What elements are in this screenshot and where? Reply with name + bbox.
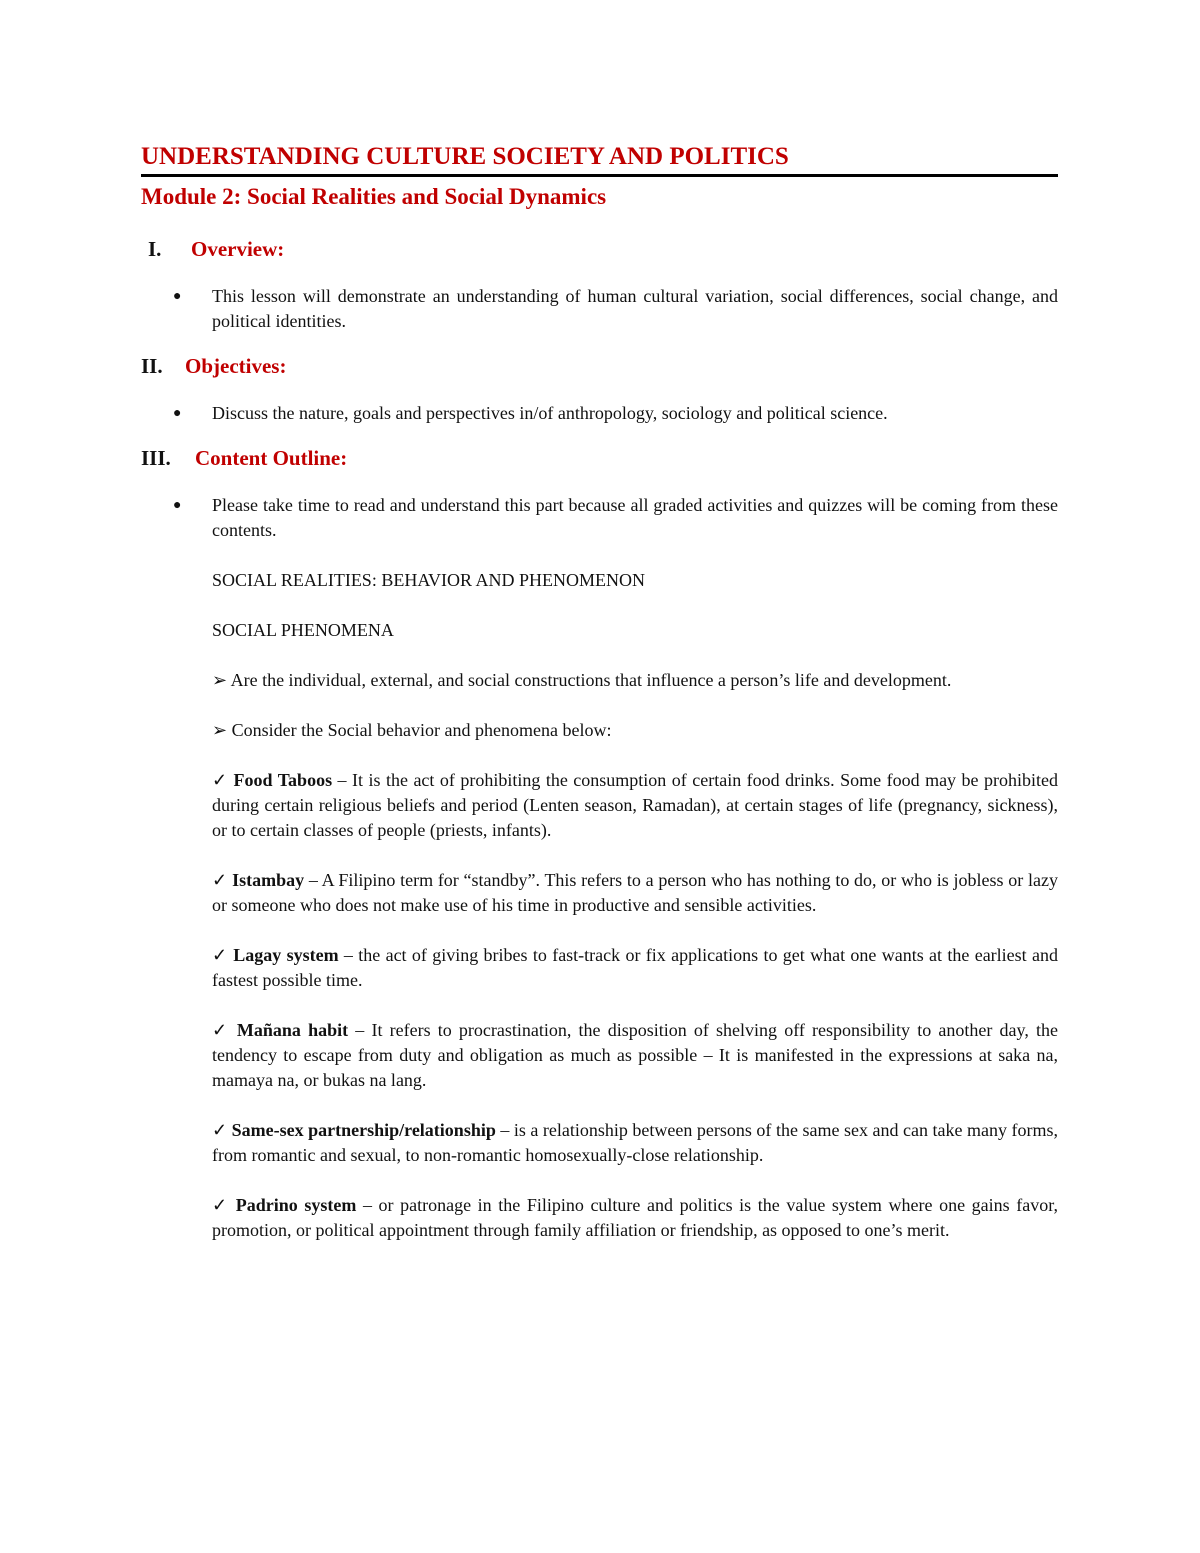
term-lagay-system xyxy=(212,943,1058,993)
arrow-item: ➢ Are the individual, external, and social constructions that influence a person’s life and development. xyxy=(212,670,952,690)
checkmark-icon: ✓ xyxy=(212,770,229,790)
content-heading: SOCIAL REALITIES: BEHAVIOR AND PHENOMENON xyxy=(212,570,646,590)
bullet-text: This lesson will demonstrate an understanding of human cultural variation, social differences, social change, and political identities. xyxy=(212,286,1058,331)
checkmark-icon: ✓ xyxy=(212,1020,230,1040)
title-divider xyxy=(141,174,1058,177)
objectives-bullet xyxy=(141,401,1058,426)
term-istambay xyxy=(212,868,1058,918)
term-name: Food Taboos xyxy=(233,770,333,790)
checkmark-icon: ✓ xyxy=(212,870,228,890)
term-same-sex-partnership xyxy=(212,1118,1058,1168)
term-name: Same-sex partnership/relationship xyxy=(231,1120,496,1140)
bullet-text: Discuss the nature, goals and perspectives in/of anthropology, sociology and political science. xyxy=(212,403,888,423)
arrow-item: ➢ Consider the Social behavior and phenomena below: xyxy=(212,720,612,740)
module-title: Module 2: Social Realities and Social Dynamics xyxy=(141,184,607,209)
term-padrino-system xyxy=(212,1193,1058,1243)
checkmark-icon: ✓ xyxy=(212,945,228,965)
section-number: I. xyxy=(148,237,162,261)
bullet-icon: ● xyxy=(173,289,182,304)
term-name: Mañana habit xyxy=(236,1020,349,1040)
term-definition: – the act of giving bribes to fast-track or fix applications to get what one wants at the earliest and fastest possible time. xyxy=(212,945,1058,990)
bullet-text: Please take time to read and understand this part because all graded activities and quizzes will be coming from these contents. xyxy=(212,495,1058,540)
content-body xyxy=(212,568,1058,1243)
term-definition: – A Filipino term for “standby”. This refers to a person who has nothing to do, or who is jobless or lazy or someone who does not make use of his time in productive and sensible activities. xyxy=(212,870,1058,915)
section-label: Objectives: xyxy=(185,354,287,378)
section-content-outline-heading xyxy=(141,446,1058,471)
term-name: Istambay xyxy=(232,870,305,890)
term-definition: – It is the act of prohibiting the consumption of certain food drinks. Some food may be prohibited during certain religious beliefs and period (Lenten season, Ramadan), at certain stages of life (pregnancy, sickness), or to certain classes of people (priests, infants). xyxy=(212,770,1058,840)
section-number: III. xyxy=(141,446,171,470)
section-overview-heading xyxy=(141,237,1058,262)
term-definition: – It refers to procrastination, the disposition of shelving off responsibility to another day, the tendency to escape from duty and obligation as much as possible – It is manifested in the expressions at saka na, mamaya na, or bukas na lang. xyxy=(212,1020,1058,1090)
term-name: Padrino system xyxy=(235,1195,357,1215)
overview-bullet xyxy=(141,284,1058,334)
section-objectives-heading xyxy=(141,354,1058,379)
section-label: Content Outline: xyxy=(195,446,348,470)
term-definition: – or patronage in the Filipino culture and politics is the value system where one gains favor, promotion, or political appointment through family affiliation or friendship, as opposed to one’s merit. xyxy=(212,1195,1058,1240)
content-subheading: SOCIAL PHENOMENA xyxy=(212,620,394,640)
term-manana-habit xyxy=(212,1018,1058,1093)
term-food-taboos xyxy=(212,768,1058,843)
section-label: Overview: xyxy=(191,237,285,261)
document-title: UNDERSTANDING CULTURE SOCIETY AND POLITICS xyxy=(141,143,789,170)
bullet-icon: ● xyxy=(173,498,182,513)
section-number: II. xyxy=(141,354,163,378)
document-page xyxy=(141,140,1058,1243)
term-name: Lagay system xyxy=(233,945,339,965)
bullet-icon: ● xyxy=(173,406,182,421)
content-outline-bullet xyxy=(141,493,1058,543)
checkmark-icon: ✓ xyxy=(212,1120,228,1140)
term-definition: – is a relationship between persons of the same sex and can take many forms, from romantic and sexual, to non-romantic homosexually-close relationship. xyxy=(212,1120,1058,1165)
checkmark-icon: ✓ xyxy=(212,1195,230,1215)
